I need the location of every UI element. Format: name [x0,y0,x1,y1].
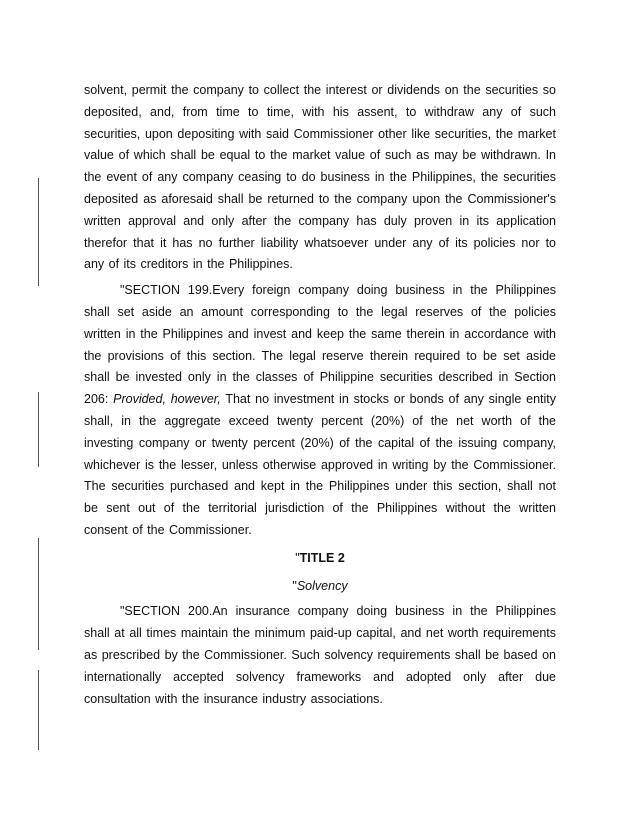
title-number: TITLE 2 [299,550,345,565]
margin-change-bar-3 [38,538,39,650]
title-name: Solvency [296,578,348,593]
paragraph-section-200: "SECTION 200.An insurance company doing business in the Philippines shall at all times maintain the minimum paid-up capital, and net worth requirements as prescribed by the Commissioner. Such solvency requirements shall be based on internationally accepted solvency frameworks and adopted only after due consultation with the insurance industry associations. [84,604,556,706]
margin-change-bar-2 [38,392,39,467]
section-199-text-a: "SECTION 199.Every foreign company doing business in the Philippines shall set aside an amount corresponding to the legal reserves of the policies written in the Philippines and invest and keep the same therein in accordance with the provisions of this section. The legal reserve therein required to be set aside shall be invested only in the classes of Philippine securities described in Section 206: [84,283,556,407]
margin-change-bar-1 [38,178,39,286]
title-heading: "TITLE 2 [295,550,345,565]
section-199-proviso: Provided, however, [113,392,221,407]
paragraph-section-199 [84,280,556,542]
paragraph-deposit-withdrawal: solvent, permit the company to collect the interest or dividends on the securities so deposited, and, from time to time, with his assent, to withdraw any of such securities, upon depositing with said Commissioner other like securities, the market value of which shall be equal to the market value of such as may be withdrawn. In the event of any company ceasing to do business in the Philippines, the securities deposited as aforesaid shall be returned to the company upon the Commissioner's written approval and only after the company has duly proven in its application therefor that it has no further liability whatsoever under any of its policies nor to any of its creditors in the Philippines. [84,83,556,272]
section-199-text-b: That no investment in stocks or bonds of any single entity shall, in the aggregate exceed twenty percent (20%) of the net worth of the investing company or twenty percent (20%) of the capital of the issuing company, whichever is the lesser, unless otherwise approved in writing by the Commissioner. The securities purchased and kept in the Philippines under this section, shall not be sent out of the territorial jurisdiction of the Philippines without the written consent of the Commissioner. [84,392,557,537]
document-page [84,80,556,714]
title-subheading: "Solvency [292,578,348,593]
margin-change-bar-4 [38,670,39,750]
